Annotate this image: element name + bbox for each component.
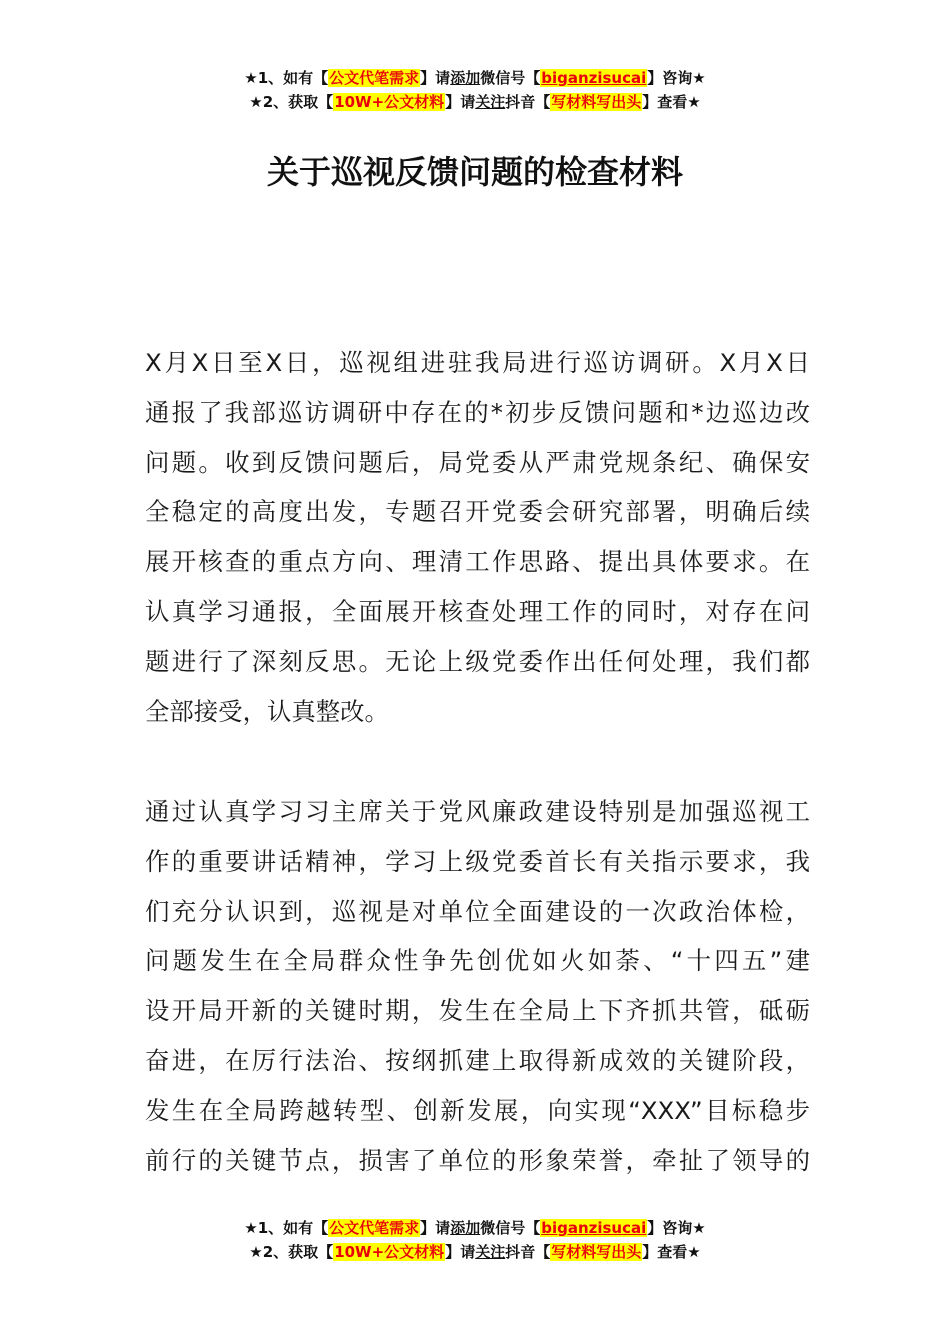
text-line: 通报了我部巡访调研中存在的*初步反馈问题和*边巡边改 [145,397,810,427]
banner-text: 抖音【 [505,1243,551,1261]
text-line: 问题发生在全局群众性争先创优如火如荼、“十四五”建 [145,946,810,976]
text-line: 通过认真学习习主席关于党风廉政建设特别是加强巡视工 [145,797,810,826]
text-line: 认真学习通报，全面展开核查处理工作的同时，对存在问 [145,596,810,626]
text-line: 前行的关键节点，损害了单位的形象荣誉，牵扯了领导的 [145,1145,810,1175]
text-line: 作的重要讲话精神，学习上级党委首长有关指示要求，我 [145,846,810,876]
banner-text: 关注 [475,1243,506,1261]
banner-text: 】咨询★ [647,69,706,87]
banner-text: ★1、如有【 [244,1219,329,1237]
highlight-materials: 10W+公文材料 [334,1243,445,1261]
text-line: 全稳定的高度出发，专题召开党委会研究部署，明确后续 [145,497,810,527]
banner-line-2 [0,1240,950,1264]
banner-text: 添加 [450,1219,481,1237]
banner-text: 微信号【 [480,69,541,87]
banner-text: 抖音【 [505,93,551,111]
text-line: 奋进，在厉行法治、按纲抓建上取得新成效的关键阶段， [145,1045,810,1075]
header-banner [0,66,950,114]
highlight-service: 公文代笔需求 [329,1219,420,1237]
banner-text: 】请 [420,69,451,87]
wechat-id-link[interactable]: biganzisucai [541,69,647,87]
wechat-id-link[interactable]: biganzisucai [541,1219,647,1237]
banner-line-1 [0,66,950,90]
banner-text: 】咨询★ [647,1219,706,1237]
banner-text: ★2、获取【 [249,93,334,111]
banner-text: 】请 [420,1219,451,1237]
text-line: 设开局开新的关键时期，发生在全局上下齐抓共管，砥砺 [145,996,810,1026]
banner-line-2 [0,90,950,114]
footer-banner [0,1216,950,1264]
text-line: 全部接受，认真整改。 [145,696,389,726]
banner-line-1 [0,1216,950,1240]
paragraph-1 [145,338,810,736]
text-line: 问题。收到反馈问题后，局党委从严肃党规条纪、确保安 [145,447,810,477]
banner-text: 关注 [475,93,506,111]
text-line: X月X日至X日，巡视组进驻我局进行巡访调研。X月X日 [145,348,810,377]
text-line: 发生在全局跨越转型、创新发展，向实现“XXX”目标稳步 [145,1095,810,1125]
highlight-service: 公文代笔需求 [329,69,420,87]
banner-text: 】查看★ [642,93,701,111]
highlight-materials: 10W+公文材料 [334,93,445,111]
highlight-douyin: 写材料写出头 [551,1243,642,1261]
banner-text: 】请 [445,93,476,111]
banner-text: ★2、获取【 [249,1243,334,1261]
banner-text: 添加 [450,69,481,87]
banner-text: 微信号【 [480,1219,541,1237]
banner-text: ★1、如有【 [244,69,329,87]
paragraph-2 [145,787,810,1185]
text-line: 题进行了深刻反思。无论上级党委作出任何处理，我们都 [145,646,810,676]
text-line: 展开核查的重点方向、理清工作思路、提出具体要求。在 [145,547,810,577]
banner-text: 】请 [445,1243,476,1261]
banner-text: 】查看★ [642,1243,701,1261]
document-title: 关于巡视反馈问题的检查材料 [266,153,683,191]
highlight-douyin: 写材料写出头 [551,93,642,111]
text-line: 们充分认识到，巡视是对单位全面建设的一次政治体检， [145,896,810,926]
